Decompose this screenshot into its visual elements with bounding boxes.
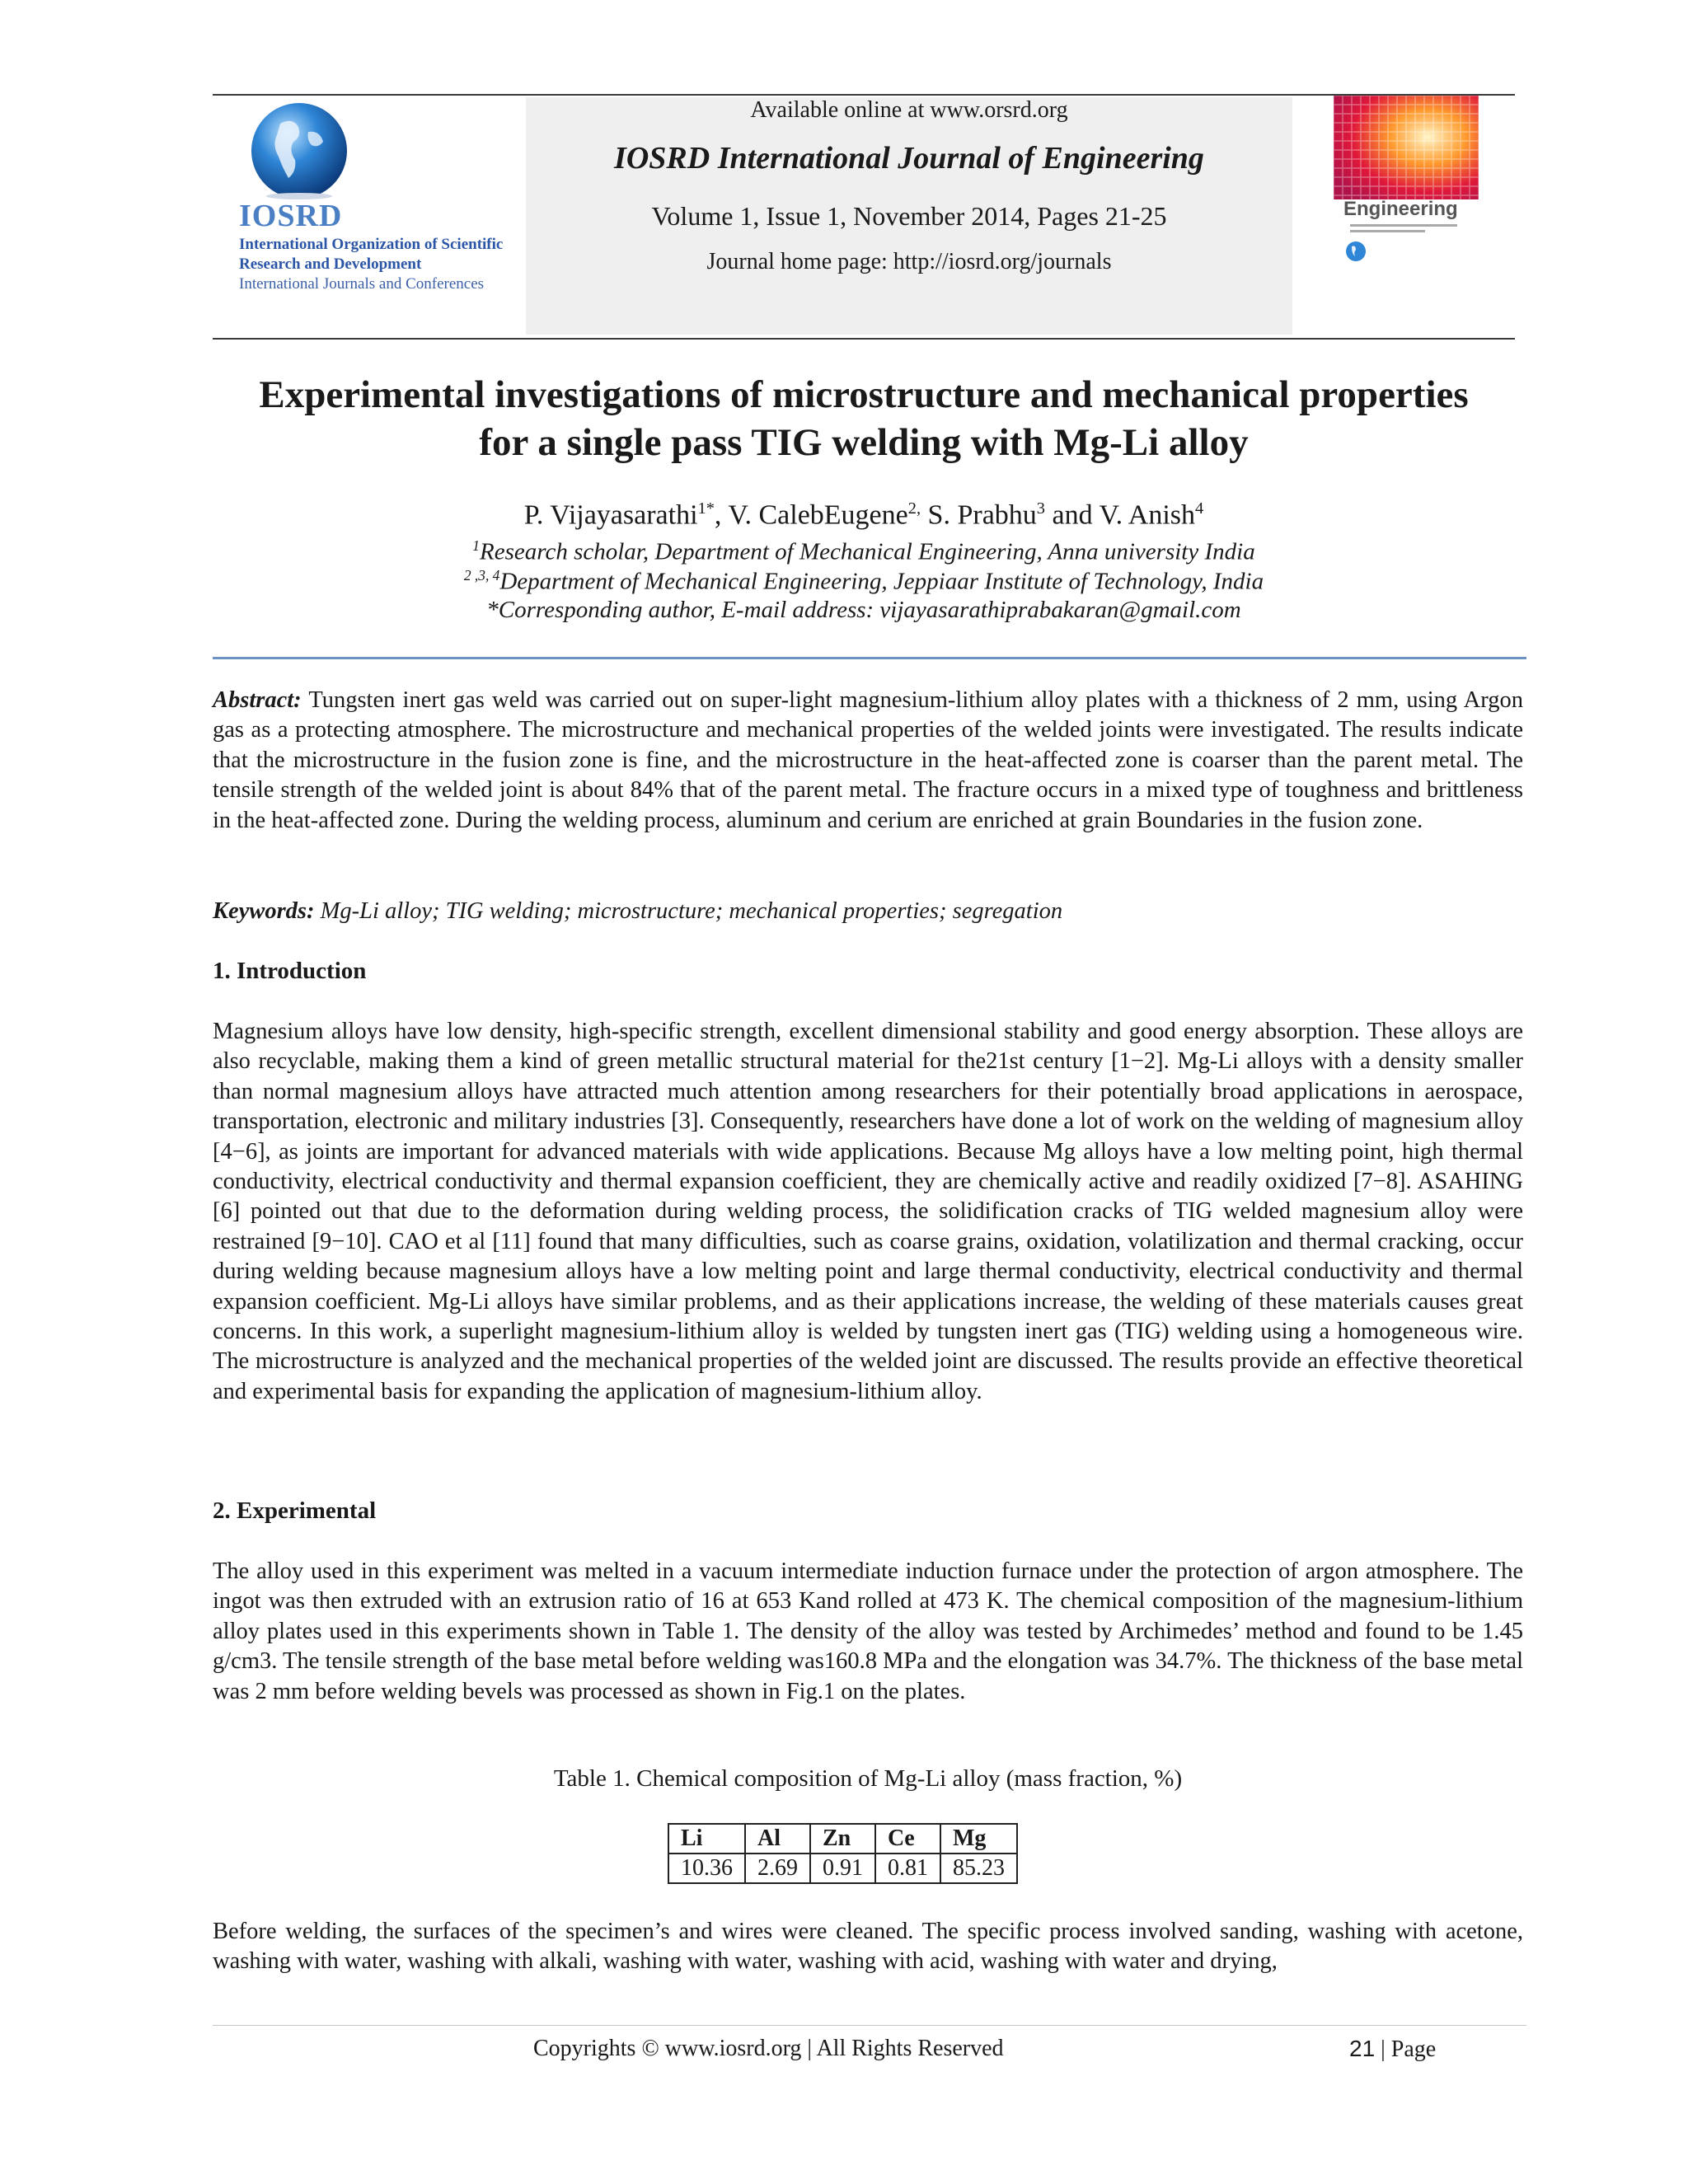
author-sup: 1* <box>697 499 715 518</box>
title-line-1: Experimental investigations of microstructure and mechanical properties <box>259 373 1469 416</box>
experimental-heading: 2. Experimental <box>213 1497 377 1524</box>
keywords <box>213 897 1523 926</box>
journal-home-page: Journal home page: http://iosrd.org/journals <box>706 249 1112 274</box>
abstract <box>213 686 1523 836</box>
journal-name: IOSRD International Journal of Engineering <box>614 141 1204 176</box>
keywords-text: Mg-Li alloy; TIG welding; microstructure; mechanical properties; segregation <box>320 898 1063 924</box>
table-header-cell: Mg <box>940 1824 1017 1854</box>
experimental-text: The alloy used in this experiment was melted in a vacuum intermediate induction furnace under the protection of argon atmosphere. The ingot was then extruded with an extrusion ratio of 16 at 653 Kand rolled at 473 K. The chemical composition of the magnesium-lithium alloy plates used in this experiments shown in Table 1. The density of the alloy was tested by Archimedes’ method and found to be 1.45 g/cm3. The tensile strength of the base metal before welding was160.8 MPa and the elongation was 34.7%. The thickness of the base metal was 2 mm before welding bevels was processed as shown in Fig.1 on the plates. <box>213 1558 1523 1704</box>
table-row <box>668 1854 1017 1883</box>
cover-text-lines <box>1350 224 1457 236</box>
table-cell: 0.91 <box>810 1854 875 1883</box>
table-cell: 10.36 <box>668 1854 745 1883</box>
page-label: | Page <box>1375 2036 1437 2062</box>
table-header-cell: Al <box>745 1824 810 1854</box>
logo-line-1: International Organization of Scientific <box>239 236 504 253</box>
cover-mosaic <box>1334 96 1479 199</box>
table-header-cell: Zn <box>810 1824 875 1854</box>
table-header-cell: Ce <box>875 1824 940 1854</box>
available-online: Available online at www.orsrd.org <box>750 97 1068 123</box>
iosrd-logo <box>239 97 528 303</box>
title-line-2: for a single pass TIG welding with Mg-Li alloy <box>479 421 1249 464</box>
table-cell: 2.69 <box>745 1854 810 1883</box>
author-sup: 4 <box>1195 499 1204 518</box>
author-sup: 2, <box>907 499 921 518</box>
logo-line-2: Research and Development <box>239 255 422 273</box>
author-list: P. Vijayasarathi$^{1*}$, V. CalebEugene$^{2,}$ S. Prabhu$^3$ and V. Anish$^4$ <box>523 499 1204 531</box>
abstract-label: Abstract: <box>213 687 302 713</box>
author-name: P. Vijayasarathi <box>523 499 698 531</box>
cover-globe-icon <box>1345 241 1367 262</box>
corresponding-author: *Corresponding author, E-mail address: vijayasarathiprabakaran@gmail.com <box>486 597 1241 623</box>
page-number: 21 <box>1349 2036 1376 2061</box>
introduction-text: Magnesium alloys have low density, high-specific strength, excellent dimensional stability and good energy absorption. These alloys are also recyclable, making them a kind of green metallic structural material for the21st century [1−2]. Mg-Li alloys with a density smaller than normal magnesium alloys have attracted much attention among researchers for their potentially broad applications in aerospace, transportation, electronic and military industries [3]. Consequently, researchers have done a lot of work on the welding of magnesium alloy [4−6], as joints are important for advanced materials with wide applications. Because Mg alloys have a low melting point, high thermal conductivity, electrical conductivity and thermal expansion coefficient, they are chemically active and readily oxidized [7−8]. ASAHING [6] pointed out that due to the deformation during welding process, the solidification cracks of TIG welded magnesium alloy were restrained [9−10]. CAO et al [11] found that many difficulties, such as coarse grains, oxidation, volatilization and thermal cracking, occur during welding because magnesium alloys have a low melting point and large thermal conductivity, electrical conductivity and thermal expansion coefficient. Mg-Li alloys have similar problems, and as their applications increase, the welding of these materials causes great concerns. In this work, a superlight magnesium-lithium alloy is welded by tungsten inert gas (TIG) welding using a homogeneous wire. The microstructure is analyzed and the mechanical properties of the welded joint are discussed. The results provide an effective theoretical and experimental basis for expanding the application of magnesium-lithium alloy. <box>213 1019 1523 1404</box>
footer-page <box>1349 2036 1436 2063</box>
section-divider <box>213 657 1526 659</box>
affiliation-2: $^{2 ,3, 4}$Department of Mechanical Engineering, Jeppiaar Institute of Technology, India <box>463 567 1264 595</box>
cover-title: Engineering <box>1343 198 1458 220</box>
paper-title <box>213 371 1515 466</box>
abstract-text: Tungsten inert gas weld was carried out on super-light magnesium-lithium alloy plates with a thickness of 2 mm, using Argon gas as a protecting atmosphere. The microstructure and mechanical properties of the welded joints were investigated. The results indicate that the microstructure in the fusion zone is fine, and the microstructure in the heat-affected zone is coarser than the parent metal. The tensile strength of the welded joint is about 84% that of the parent metal. The fracture occurs in a mixed type of toughness and brittleness in the heat-affected zone. During the welding process, aluminum and cerium are enriched at grain Boundaries in the fusion zone. <box>213 687 1523 833</box>
journal-cover-image <box>1334 96 1479 287</box>
author-sup: 3 <box>1036 499 1045 518</box>
introduction-heading: 1. Introduction <box>213 958 367 984</box>
author-name: V. CalebEugene <box>728 499 908 531</box>
logo-line-3: International Journals and Conferences <box>239 275 485 293</box>
header-bottom-rule <box>213 338 1515 340</box>
footer-copyright: Copyrights © www.iosrd.org | All Rights Reserved <box>533 2036 1004 2061</box>
footer-rule <box>213 2025 1526 2026</box>
volume-info: Volume 1, Issue 1, November 2014, Pages 21-25 <box>651 201 1167 231</box>
table-header-cell: Li <box>668 1824 745 1854</box>
affiliation-1: $^1$Research scholar, Department of Mechanical Engineering, Anna university India <box>472 537 1255 565</box>
composition-table <box>668 1823 1018 1884</box>
cleaning-paragraph: Before welding, the surfaces of the specimen’s and wires were cleaned. The specific process involved sanding, washing with acetone, washing with water, washing with alkali, washing with water, washing with acid, washing with water and drying, <box>213 1919 1523 1975</box>
keywords-label: Keywords: <box>213 898 315 924</box>
header-top-rule <box>213 94 1515 96</box>
author-name: S. Prabhu <box>927 499 1037 531</box>
globe-icon <box>247 99 351 203</box>
logo-wordmark: IOSRD <box>239 199 343 233</box>
author-name: V. Anish <box>1099 499 1195 531</box>
table-cell: 85.23 <box>940 1854 1017 1883</box>
table-caption: Table 1. Chemical composition of Mg-Li alloy (mass fraction, %) <box>553 1765 1183 1792</box>
table-cell: 0.81 <box>875 1854 940 1883</box>
table-header-row <box>668 1824 1017 1854</box>
